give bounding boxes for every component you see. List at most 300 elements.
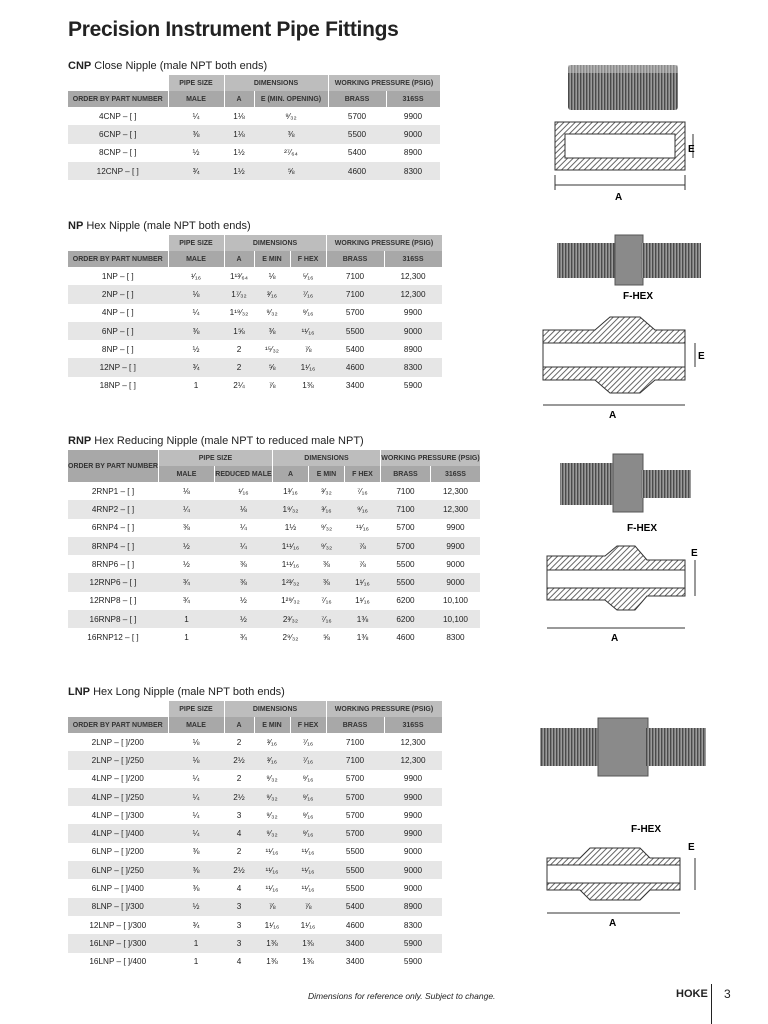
table-cell: ⁹⁄₃₂ (254, 824, 290, 842)
table-cell: 1⅜ (302, 381, 314, 391)
table-cell: 1 (168, 934, 224, 952)
table-cell: ½ (240, 596, 247, 606)
table-cell: ⅜ (254, 322, 290, 340)
rnp-section (68, 435, 481, 647)
table-cell: 3 (236, 920, 242, 930)
cnp-heading (68, 60, 441, 72)
order-header: ORDER BY PART NUMBER (68, 450, 158, 482)
table-cell: 7100 (396, 486, 415, 496)
table-cell: 5900 (403, 957, 423, 967)
table-cell: ⅜ (183, 523, 190, 533)
table-row (68, 267, 442, 285)
table-cell: 5700 (396, 523, 415, 533)
table-cell: 1 (184, 633, 189, 643)
part-number-cell: 2LNP – [ ]/200 (91, 737, 144, 747)
group-header: PIPE SIZE (168, 75, 224, 91)
group-header: PIPE SIZE (168, 235, 224, 251)
table-cell: ½ (158, 537, 214, 555)
table-cell: ⁹⁄₁₆ (302, 308, 314, 318)
group-header: WORKING PRESSURE (PSIG) (380, 450, 480, 466)
part-number-cell: 4LNP – [ ]/300 (91, 810, 144, 820)
column-header: BRASS (326, 251, 384, 267)
part-number-cell: 8RNP4 – [ ] (68, 537, 158, 555)
part-number-cell: 4LNP – [ ]/200 (91, 774, 144, 784)
part-number-cell: 6NP – [ ] (68, 322, 168, 340)
group-header: PIPE SIZE (158, 450, 272, 466)
table-cell: 2 (236, 344, 242, 354)
part-number-cell: 6LNP – [ ]/250 (68, 861, 168, 879)
table-cell: 12,300 (384, 751, 442, 769)
table-cell: 1¹⁹⁄₃₂ (229, 308, 249, 318)
table-cell: 1⁷⁄₃₂ (224, 285, 254, 303)
table-cell: ⅞ (344, 537, 380, 555)
table-cell: 12,300 (400, 271, 426, 281)
table-cell: ⅜ (168, 861, 224, 879)
table-cell: ¹¹⁄₁₆ (290, 322, 326, 340)
table-cell: 5700 (326, 824, 384, 842)
table-row (68, 285, 442, 303)
table-cell: ⅛ (168, 285, 224, 303)
table-cell: ¹⁄₁₆ (238, 486, 249, 496)
brand-logo: HOKE (676, 988, 708, 1000)
column-header: MALE (168, 251, 224, 267)
column-header: F HEX (290, 717, 326, 733)
table-row (68, 125, 440, 143)
table-cell: ¼ (158, 500, 214, 518)
table-cell: 5700 (347, 111, 367, 121)
table-cell: ⅜ (254, 125, 328, 143)
table-cell: ⅝ (254, 358, 290, 376)
table-cell: ⅜ (168, 322, 224, 340)
table-cell: ⁷⁄₁₆ (290, 751, 326, 769)
table-cell: 5900 (384, 934, 442, 952)
table-cell: ⅞ (290, 898, 326, 916)
part-number-cell: 18NP – [ ] (99, 381, 136, 391)
np-table (68, 235, 443, 395)
table-cell: 9900 (403, 111, 423, 121)
table-cell: ⁷⁄₁₆ (321, 596, 332, 606)
column-header: A (224, 91, 254, 107)
table-cell: ¹¹⁄₁₆ (356, 523, 369, 533)
table-cell: 5500 (328, 125, 386, 143)
table-cell: 1 (158, 610, 214, 628)
part-number-cell: 8CNP – [ ] (98, 148, 137, 158)
column-header: ORDER BY PART NUMBER (68, 91, 168, 107)
table-cell: 10,100 (442, 596, 468, 606)
column-header: 316SS (430, 466, 480, 482)
part-number-cell: 4CNP – [ ] (98, 111, 137, 121)
np-heading (68, 220, 443, 232)
column-header: E (MIN. OPENING) (254, 91, 328, 107)
table-cell: 2¼ (233, 381, 245, 391)
table-row (68, 162, 440, 180)
table-row (68, 610, 480, 628)
divider (711, 984, 712, 1024)
table-cell: ⅜ (323, 559, 330, 569)
table-cell: ½ (214, 610, 272, 628)
np-code: NP (68, 220, 84, 232)
table-cell: 7100 (326, 751, 384, 769)
table-row (68, 770, 442, 788)
table-cell: 1½ (284, 523, 297, 533)
table-cell: 5500 (326, 322, 384, 340)
cnp-photo (568, 65, 678, 110)
table-cell: 5400 (347, 148, 367, 158)
part-number-cell: 2LNP – [ ]/250 (68, 751, 168, 769)
table-cell: ¹¹⁄₁₆ (265, 884, 279, 894)
table-cell: ⁹⁄₃₂ (285, 111, 297, 121)
table-row (68, 861, 442, 879)
page-number: 3 (724, 987, 731, 1001)
table-row (68, 916, 442, 934)
table-cell: 2½ (224, 751, 254, 769)
table-cell: 1¹¹⁄₁₆ (281, 559, 300, 569)
np-desc: Hex Nipple (male NPT both ends) (86, 220, 251, 232)
column-headers (68, 717, 442, 733)
table-cell: ⁹⁄₁₆ (290, 824, 326, 842)
table-cell: 1²⁹⁄₃₂ (281, 596, 300, 606)
cnp-code: CNP (68, 60, 92, 72)
table-cell: ¼ (240, 523, 247, 533)
dim-label-a: A (615, 192, 623, 203)
table-cell: 10,100 (430, 610, 480, 628)
table-cell: ⁹⁄₁₆ (302, 810, 314, 820)
part-number-cell: 8LNP – [ ]/300 (68, 898, 168, 916)
table-cell: ¹⁵⁄₃₂ (264, 344, 279, 354)
table-cell: ¹⁄₁₆ (190, 271, 202, 281)
table-cell: 1 (193, 381, 199, 391)
dim-label-a: A (611, 633, 619, 644)
column-header: F HEX (344, 466, 380, 482)
table-cell: 1¹⁄₁₆ (264, 920, 280, 930)
lnp-heading (68, 686, 443, 698)
table-cell: 9000 (384, 861, 442, 879)
table-cell: 4 (224, 824, 254, 842)
group-header: DIMENSIONS (224, 235, 326, 251)
table-cell: 1¹¹⁄₁₆ (272, 537, 308, 555)
table-cell: 1⁹⁄₃₂ (272, 500, 308, 518)
lnp-desc: Hex Long Nipple (male NPT both ends) (93, 686, 285, 698)
table-cell: ⅛ (183, 486, 190, 496)
table-cell: 5400 (326, 898, 384, 916)
table-cell: ¼ (192, 810, 200, 820)
table-cell: 2⁹⁄₃₂ (282, 633, 299, 643)
table-cell: 8300 (386, 162, 440, 180)
lnp-table (68, 701, 443, 971)
part-number-cell: 4LNP – [ ]/250 (68, 788, 168, 806)
table-cell: 9900 (446, 523, 465, 533)
table-row (68, 482, 480, 500)
table-cell: 9900 (430, 537, 480, 555)
table-cell: ⅜ (192, 884, 200, 894)
table-cell: 9900 (403, 774, 423, 784)
table-cell: 9900 (403, 810, 423, 820)
table-cell: 9900 (384, 824, 442, 842)
table-cell: 9000 (430, 573, 480, 591)
table-cell: 9000 (386, 125, 440, 143)
rnp-desc: Hex Reducing Nipple (male NPT to reduced male NPT) (94, 435, 364, 447)
table-cell: 4600 (328, 162, 386, 180)
table-cell: 5500 (345, 847, 365, 857)
rnp-table (68, 450, 481, 647)
table-cell: ¼ (192, 774, 200, 784)
table-cell: ²⁷⁄₆₄ (284, 148, 298, 158)
dim-label-a: A (609, 918, 617, 929)
table-cell: ⁹⁄₁₆ (302, 774, 314, 784)
table-cell: 3400 (326, 934, 384, 952)
group-header: WORKING PRESSURE (PSIG) (328, 75, 440, 91)
table-cell: 8300 (384, 358, 442, 376)
table-cell: 1³⁄₁₆ (283, 486, 298, 496)
table-cell: ⅛ (268, 271, 276, 281)
table-cell: 9900 (403, 308, 423, 318)
column-headers (68, 251, 442, 267)
dim-label-a: A (609, 410, 617, 420)
table-cell: 12,300 (430, 500, 480, 518)
part-number-cell: 6RNP4 – [ ] (91, 523, 135, 533)
table-cell: 1¹⁄₁₆ (355, 596, 370, 606)
cnp-section (68, 60, 441, 180)
table-cell: ½ (183, 559, 190, 569)
table-cell: 5700 (326, 788, 384, 806)
table-cell: ⁹⁄₃₂ (320, 523, 333, 533)
table-row (68, 879, 442, 897)
table-row (68, 733, 442, 751)
table-cell: ¾ (168, 358, 224, 376)
rnp-code: RNP (68, 435, 92, 447)
column-header: A (224, 251, 254, 267)
lnp-code: LNP (68, 686, 90, 698)
table-cell: 3 (236, 810, 242, 820)
table-cell: 1²³⁄₃₂ (272, 573, 308, 591)
part-number-cell: 6LNP – [ ]/200 (91, 847, 144, 857)
table-cell: 3 (224, 898, 254, 916)
table-cell: 3400 (345, 957, 365, 967)
dim-label-e: E (688, 144, 695, 155)
column-header: ORDER BY PART NUMBER (68, 251, 168, 267)
table-cell: 2 (236, 737, 242, 747)
part-number-cell: 2NP – [ ] (68, 285, 168, 303)
table-cell: 4600 (326, 358, 384, 376)
lnp-photo (540, 718, 706, 776)
table-cell: 2 (236, 847, 242, 857)
table-row (68, 358, 442, 376)
table-cell: 5500 (326, 861, 384, 879)
part-number-cell: 12CNP – [ ] (68, 162, 168, 180)
dim-label-e: E (691, 548, 698, 559)
table-cell: 4600 (396, 633, 415, 643)
table-cell: 5700 (345, 810, 365, 820)
group-header: DIMENSIONS (272, 450, 380, 466)
column-header: REDUCED MALE (214, 466, 272, 482)
table-cell: ⁹⁄₃₂ (266, 810, 278, 820)
part-number-cell: 12RNP8 – [ ] (89, 596, 137, 606)
table-cell: 2 (224, 358, 254, 376)
part-number-cell: 6CNP – [ ] (68, 125, 168, 143)
column-header: A (272, 466, 308, 482)
part-number-cell: 4NP – [ ] (101, 308, 134, 318)
table-cell: 5700 (345, 774, 365, 784)
lnp-section (68, 686, 443, 971)
table-cell: 5500 (396, 559, 415, 569)
table-row (68, 555, 480, 573)
table-cell: 9000 (403, 884, 423, 894)
column-header: MALE (168, 91, 224, 107)
table-cell: 7100 (345, 737, 365, 747)
table-cell: ³⁄₁₆ (254, 751, 290, 769)
table-cell: ¼ (192, 111, 200, 121)
dim-label-fhex: F-HEX (627, 523, 657, 534)
table-cell: 3400 (345, 381, 365, 391)
part-number-cell: 4RNP2 – [ ] (68, 500, 158, 518)
rnp-heading (68, 435, 481, 447)
part-number-cell: 12LNP – [ ]/300 (89, 920, 147, 930)
part-number-cell: 16LNP – [ ]/300 (68, 934, 168, 952)
table-cell: 8300 (403, 920, 423, 930)
column-header: A (224, 717, 254, 733)
lnp-body (68, 733, 442, 971)
dim-label-e: E (688, 842, 695, 853)
table-cell: 9000 (446, 559, 465, 569)
column-header: BRASS (380, 466, 430, 482)
dim-label-fhex: F-HEX (631, 824, 661, 835)
table-cell: ⁷⁄₁₆ (302, 737, 314, 747)
table-cell: ¹¹⁄₁₆ (301, 884, 315, 894)
table-cell: 1⅜ (254, 934, 290, 952)
table-cell: 1⅜ (290, 934, 326, 952)
table-cell: 8900 (403, 148, 423, 158)
page-title: Precision Instrument Pipe Fittings (68, 18, 399, 41)
table-cell: 2 (236, 774, 242, 784)
column-header: E MIN (254, 251, 290, 267)
table-row (68, 519, 480, 537)
table-cell: ⁷⁄₁₆ (357, 486, 368, 496)
np-photo (557, 235, 701, 285)
lnp-figure (535, 710, 715, 930)
table-row (68, 788, 442, 806)
table-cell: 1¹⁄₁₆ (344, 573, 380, 591)
table-cell: 12,300 (442, 486, 468, 496)
table-cell: ³⁄₁₆ (266, 737, 278, 747)
table-cell: ⅝ (323, 633, 330, 643)
cnp-drawing (555, 122, 693, 190)
table-cell: ¾ (168, 162, 224, 180)
table-row (68, 824, 442, 842)
np-section (68, 220, 443, 395)
cnp-desc: Close Nipple (male NPT both ends) (94, 60, 268, 72)
table-cell: ⅝ (254, 162, 328, 180)
table-cell: 4 (236, 884, 242, 894)
table-cell: ½ (168, 898, 224, 916)
table-row (68, 107, 440, 125)
rnp-figure (535, 448, 715, 648)
table-cell: 9000 (384, 322, 442, 340)
table-cell: 5900 (403, 381, 423, 391)
dim-label-e: E (698, 351, 705, 362)
table-row (68, 953, 442, 971)
table-cell: ¼ (192, 308, 200, 318)
rnp-body (68, 482, 480, 647)
column-headers (68, 91, 440, 107)
table-cell: ⅜ (168, 125, 224, 143)
table-cell: 2½ (224, 861, 254, 879)
part-number-cell: 8RNP6 – [ ] (91, 559, 135, 569)
table-cell: 7100 (380, 500, 430, 518)
table-cell: 1¹⁄₁₆ (300, 920, 316, 930)
dim-label-fhex: F-HEX (623, 291, 653, 302)
table-cell: ⅛ (214, 500, 272, 518)
table-cell: ½ (192, 148, 200, 158)
table-cell: ¼ (168, 824, 224, 842)
table-cell: ¾ (183, 596, 190, 606)
table-row (68, 322, 442, 340)
table-cell: ⅞ (304, 344, 312, 354)
np-figure (535, 225, 715, 420)
column-header: MALE (168, 717, 224, 733)
part-number-cell: 16LNP – [ ]/400 (89, 957, 147, 967)
group-header: PIPE SIZE (168, 701, 224, 717)
table-cell: ⁷⁄₁₆ (290, 285, 326, 303)
table-cell: ⁹⁄₁₆ (290, 788, 326, 806)
column-header: 316SS (386, 91, 440, 107)
table-cell: ¼ (168, 788, 224, 806)
table-cell: ⁹⁄₃₂ (266, 308, 278, 318)
footer-note: Dimensions for reference only. Subject to change. (308, 991, 496, 1001)
table-cell: 1⅜ (302, 957, 314, 967)
table-cell: ⅜ (214, 573, 272, 591)
group-header: WORKING PRESSURE (PSIG) (326, 235, 442, 251)
table-cell: ⅞ (268, 381, 276, 391)
table-cell: ⅜ (192, 847, 200, 857)
table-row (68, 304, 442, 322)
table-cell: ⁷⁄₁₆ (308, 610, 344, 628)
part-number-cell: 6LNP – [ ]/400 (91, 884, 144, 894)
table-cell: 6200 (380, 610, 430, 628)
table-cell: 2½ (224, 788, 254, 806)
table-cell: 7100 (345, 271, 365, 281)
table-cell: 5700 (380, 537, 430, 555)
table-cell: ⅛ (168, 751, 224, 769)
column-header: ORDER BY PART NUMBER (68, 717, 168, 733)
cnp-body (68, 107, 440, 180)
table-row (68, 843, 442, 861)
table-cell: ³⁄₃₂ (321, 486, 332, 496)
column-header: 316SS (384, 717, 442, 733)
table-cell: ⅞ (254, 898, 290, 916)
table-cell: 6200 (396, 596, 415, 606)
rnp-photo (560, 454, 691, 512)
table-row (68, 898, 442, 916)
table-row (68, 340, 442, 358)
table-cell: 1⅜ (266, 957, 278, 967)
table-cell: 9900 (384, 788, 442, 806)
column-header: 316SS (384, 251, 442, 267)
table-cell: 9000 (403, 847, 423, 857)
table-cell: ¼ (214, 537, 272, 555)
table-cell: ¾ (158, 573, 214, 591)
table-cell: 5700 (345, 308, 365, 318)
table-cell: 1⅛ (233, 111, 245, 121)
table-cell: 1⅜ (344, 610, 380, 628)
table-cell: ⅛ (192, 737, 200, 747)
table-row (68, 537, 480, 555)
table-row (68, 500, 480, 518)
table-row (68, 806, 442, 824)
part-number-cell: 8NP – [ ] (101, 344, 134, 354)
table-cell: 5500 (345, 884, 365, 894)
table-cell: ¹¹⁄₁₆ (290, 861, 326, 879)
part-number-cell: 16RNP12 – [ ] (87, 633, 139, 643)
